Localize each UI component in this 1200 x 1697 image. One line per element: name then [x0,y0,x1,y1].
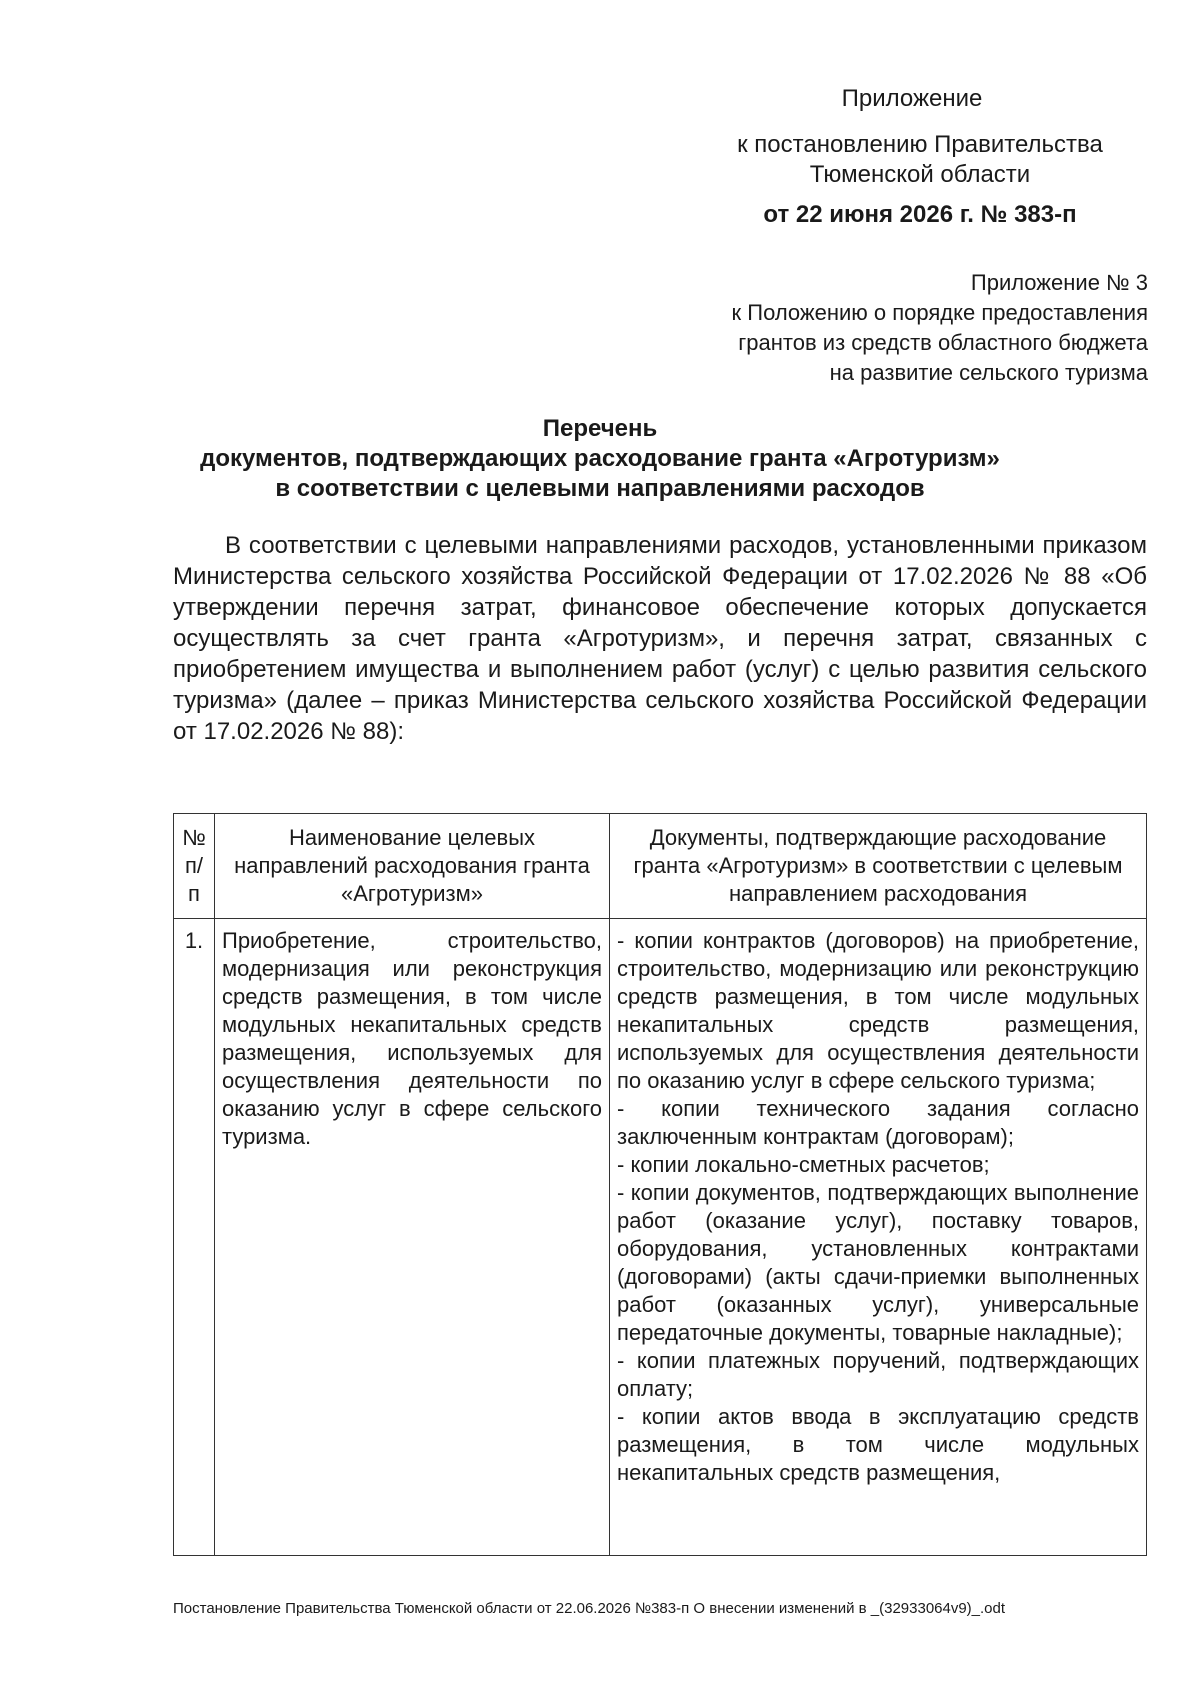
row-docs [610,919,1147,1556]
header-name: Наименование целевых направлений расходования гранта «Агротуризм» [215,814,610,919]
row-num: 1. [174,919,215,1556]
doc-item: - копии платежных поручений, подтверждающих оплату; [617,1348,1139,1401]
document-title [100,414,1100,504]
page-footer: Постановление Правительства Тюменской области от 22.06.2026 №383-п О внесении изменений в _(32933064v9)_.odt [173,1600,1006,1617]
header-docs: Документы, подтверждающие расходование гранта «Агротуризм» в соответствии с целевым направлением расходования [610,814,1147,919]
header-num: № п/п [174,814,215,919]
doc-item: - копии документов, подтверждающих выполнение работ (оказание услуг), поставку товаров, оборудования, установленных контрактами (договорами) (акты сдачи-приемки выполненных работ (оказанных услуг), универсальные передаточные документы, товарные накладные); [617,1180,1139,1345]
documents-table [173,813,1147,1556]
approval-date-number: от 22 июня 2026 г. № 383-п [763,201,1077,228]
doc-item: - копии технического задания согласно заключенным контрактам (договорам); [617,1096,1139,1149]
doc-item: - копии локально-сметных расчетов; [617,1152,990,1177]
appendix-3-line-1: Приложение № 3 [970,270,1148,295]
doc-item: - копии контрактов (договоров) на приобретение, строительство, модернизацию или реконструкцию средств размещения, в том числе модульных некапитальных средств размещения, используемых для осуществления деятельности по оказанию услуг в сфере сельского туризма; [617,928,1139,1093]
approval-line-1: Приложение [841,85,983,112]
appendix-3-line-3: грантов из средств областного бюджета [738,330,1148,355]
title-line-2: документов, подтверждающих расходование гранта «Агротуризм» [200,445,1000,472]
table-header-row [174,814,1147,919]
appendix-3-line-2: к Положению о порядке предоставления [731,300,1148,325]
title-line-1: Перечень [542,415,658,442]
intro-text: В соответствии с целевыми направлениями расходов, установленными приказом Министерства сельского хозяйства Российской Федерации от 17.02.2026 № 88 «Об утверждении перечня затрат, финансовое обеспечение которых допускается осуществлять за счет гранта «Агротуризм», и перечня затрат, связанных с приобретением имущества и выполнением работ (услуг) с целью развития сельского туризма» (далее – приказ Министерства сельского хозяйства Российской Федерации от 17.02.2026 № 88): [173,532,1147,745]
doc-item: - копии актов ввода в эксплуатацию средств размещения, в том числе модульных некапитальных средств размещения, [617,1404,1139,1485]
title-line-3: в соответствии с целевыми направлениями расходов [275,475,925,502]
table-row [174,919,1147,1556]
appendix-3-line-4: на развитие сельского туризма [829,360,1148,385]
intro-paragraph [173,530,1147,747]
approval-line-3: Тюменской области [809,161,1031,188]
row-name: Приобретение, строительство, модернизация или реконструкция средств размещения, в том числе модульных некапитальных средств размещения, используемых для осуществления деятельности по оказанию услуг в сфере сельского туризма. [215,919,610,1556]
approval-line-2: к постановлению Правительства [737,131,1103,158]
